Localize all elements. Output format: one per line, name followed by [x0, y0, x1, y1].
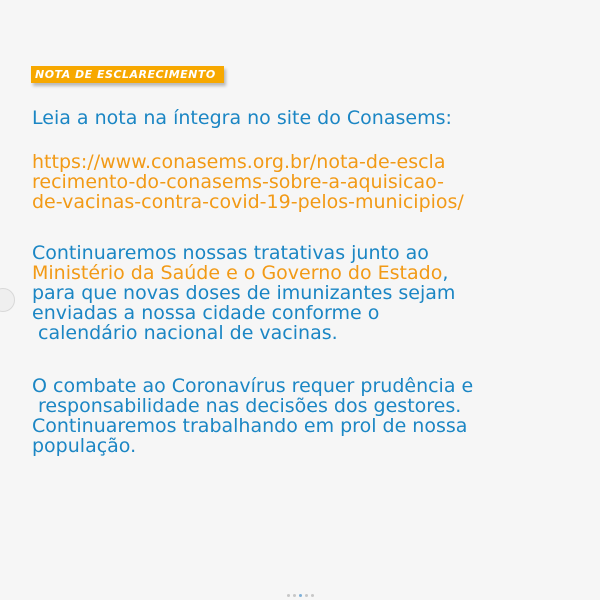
paragraph-2-line-3: Continuaremos trabalhando em prol de nossa [32, 415, 468, 437]
carousel-nav-button[interactable] [0, 288, 15, 312]
carousel-dot[interactable] [293, 594, 296, 597]
url-line-1: https://www.conasems.org.br/nota-de-escla [32, 151, 446, 173]
note-url[interactable] [32, 152, 582, 212]
paragraph-coronavirus [32, 376, 582, 456]
paragraph-2-line-2: responsabilidade nas decisões dos gestores. [32, 395, 462, 417]
paragraph-1-comma: , [442, 262, 449, 284]
url-line-3: de-vacinas-contra-covid-19-pelos-municipios/ [32, 191, 464, 213]
paragraph-2-line-4: população. [32, 435, 137, 457]
paragraph-1-line-4: enviadas a nossa cidade conforme o [32, 302, 380, 324]
paragraph-1-line-3: para que novas doses de imunizantes sejam [32, 282, 456, 304]
paragraph-negotiations [32, 243, 582, 343]
carousel-dot[interactable] [311, 594, 314, 597]
paragraph-1-line-5: calendário nacional de vacinas. [32, 322, 338, 344]
carousel-indicator [0, 590, 600, 600]
url-line-2: recimento-do-conasems-sobre-a-aquisicao- [32, 171, 444, 193]
paragraph-2-line-1: O combate ao Coronavírus requer prudência e [32, 375, 474, 397]
carousel-dot[interactable] [305, 594, 308, 597]
carousel-dot-active[interactable] [299, 594, 302, 597]
carousel-dot[interactable] [287, 594, 290, 597]
intro-text [32, 108, 582, 128]
intro-line: Leia a nota na íntegra no site do Conasems: [32, 107, 452, 129]
highlight-authorities: Ministério da Saúde e o Governo do Estado [32, 262, 443, 284]
title-badge: NOTA DE ESCLARECIMENTO [31, 66, 224, 83]
paragraph-1-line-1: Continuaremos nossas tratativas junto ao [32, 242, 429, 264]
paragraph-1-line-2 [32, 263, 582, 283]
